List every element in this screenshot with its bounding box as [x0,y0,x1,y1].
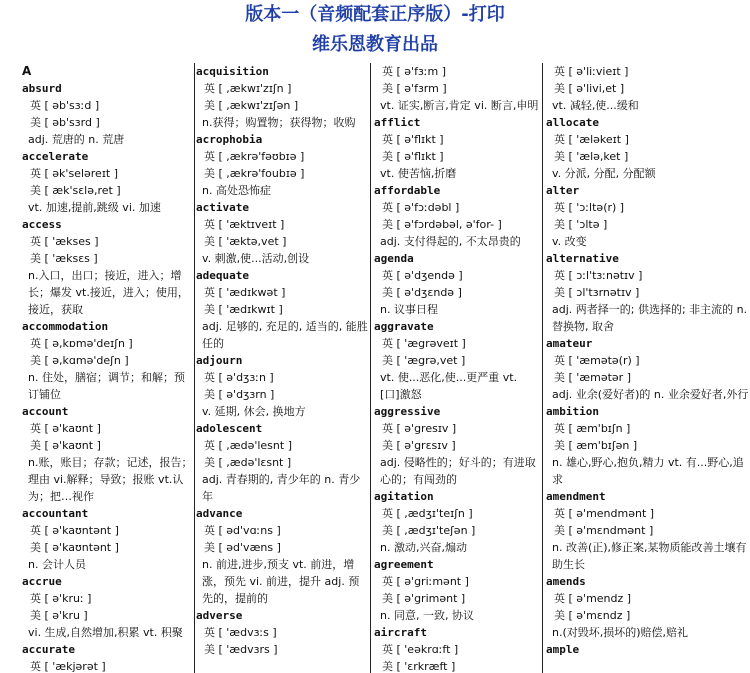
phonetic: 英 [ ,ækwɪ'zɪʃn ] [204,82,292,95]
definition: vt. 使苦恼,折磨 [380,167,457,180]
headword: aggressive [374,405,441,418]
page-subtitle: 维乐恩教育出品 [312,34,438,55]
vocab-column-1 [22,63,194,673]
phonetic: 美 [ ə'mɛndmənt ] [554,524,654,537]
headword: alternative [546,252,619,265]
phonetic: 美 [ 'ædɪkwɪt ] [204,303,283,316]
phonetic: 英 [ ə'dʒɜːn ] [204,371,274,384]
phonetic: 美 [ ,ædʒɪ'teʃən ] [382,524,476,537]
phonetic: 英 [ 'ægrəveɪt ] [382,337,466,350]
definition: n. 前进,进步,预支 vt. 前进，增涨，预先 vi. 前进，提升 adj. 预先的，提前的 [202,558,360,605]
phonetic: 英 [ ə'griːmənt ] [382,575,469,588]
vocab-column-4 [546,63,750,673]
phonetic: 美 [ ə'dʒɛndə ] [382,286,462,299]
phonetic: 英 [ ,ædə'lesnt ] [204,439,292,452]
headword: accommodation [22,320,109,333]
phonetic: 美 [ ,ædə'lɛsnt ] [204,456,292,469]
headword: access [22,218,62,231]
definition: adj. 侵略性的；好斗的；有进取心的；有闯劲的 [380,456,536,486]
vocabulary-columns [22,63,750,673]
headword: acquisition [196,65,269,78]
phonetic: 英 [ 'ækjərət ] [30,660,106,673]
phonetic: 英 [ 'ædɪkwət ] [204,286,286,299]
headword: agreement [374,558,434,571]
phonetic: 英 [ ,ækrə'fəʊbɪə ] [204,150,305,163]
phonetic: 美 [ əb'sɜrd ] [30,116,100,129]
definition: v. 延期, 休会, 换地方 [202,405,306,418]
phonetic: 美 [ æm'bɪʃən ] [554,439,638,452]
phonetic: 美 [ ə,kɑmə'deʃn ] [30,354,129,367]
definition: adj. 支付得起的, 不太昂贵的 [380,235,521,248]
definition: adj. 两者择一的; 供选择的; 非主流的 n. 替换物, 取舍 [552,303,748,333]
phonetic: 美 [ 'ɛrkræft ] [382,660,456,673]
headword: acrophobia [196,133,263,146]
definition: n. 会计人员 [28,558,86,571]
definition: n. 激动,兴奋,煽动 [380,541,467,554]
headword: accurate [22,643,75,656]
phonetic: 英 [ əd'vɑːns ] [204,524,281,537]
phonetic: 英 [ ə'mendz ] [554,592,632,605]
definition: vt. 使...恶化,使...更严重 vt. [口]激怒 [380,371,518,401]
phonetic: 英 [ 'ɔːltə(r) ] [554,201,625,214]
phonetic: 英 [ 'ædvɜːs ] [204,626,277,639]
headword: aggravate [374,320,434,333]
phonetic: 美 [ əd'væns ] [204,541,281,554]
phonetic: 美 [ ,ækrə'foubɪə ] [204,167,305,180]
definition: n. 议事日程 [380,303,438,316]
phonetic: 英 [ ə'gresɪv ] [382,422,457,435]
definition: v. 改变 [552,235,587,248]
phonetic: 美 [ 'ægrə,vet ] [382,354,466,367]
phonetic: 英 [ əb'sɜːd ] [30,99,100,112]
definition: vt. 加速,提前,跳级 vi. 加速 [28,201,161,214]
definition: n. 雄心,野心,抱负,精力 vt. 有...野心,追求 [552,456,744,486]
phonetic: 英 [ ə'liːvieɪt ] [554,65,629,78]
headword: afflict [374,116,421,129]
vocab-column-3 [374,63,538,673]
phonetic: 英 [ ə,kɒmə'deɪʃn ] [30,337,133,350]
phonetic: 美 [ 'ædvɜrs ] [204,643,278,656]
phonetic: 英 [ ə'kruː ] [30,592,92,605]
phonetic: 美 [ 'ælə,ket ] [554,150,629,163]
phonetic: 美 [ ə'kaʊntənt ] [30,541,119,554]
headword: amateur [546,337,593,350]
definition: n.获得；购置物；获得物；收购 [202,116,356,129]
definition: adj. 荒唐的 n. 荒唐 [28,133,125,146]
definition: v. 刺激,使...活动,创设 [202,252,310,265]
definition: adj. 青春期的, 青少年的 n. 青少年 [202,473,361,503]
headword: activate [196,201,249,214]
phonetic: 美 [ 'æktə,vet ] [204,235,287,248]
vocab-column-2 [196,63,368,673]
phonetic: 美 [ ə'dʒɜrn ] [204,388,275,401]
definition: n. 住处，膳宿；调节；和解；预订铺位 [28,371,185,401]
headword: accelerate [22,150,89,163]
headword: accrue [22,575,62,588]
definition: n. 同意, 一致, 协议 [380,609,474,622]
phonetic: 美 [ ə'fɔrdəbəl, ə'for- ] [382,218,502,231]
phonetic: 美 [ ə'kru ] [30,609,88,622]
definition: vi. 生成,自然增加,积累 vt. 积聚 [28,626,183,639]
definition: n.入口，出口；接近，进入；增长；爆发 vt.接近，进入；使用，接近，获取 [28,269,189,316]
phonetic: 英 [ ,ædʒɪ'teɪʃn ] [382,507,473,520]
definition: adj. 业余(爱好者)的 n. 业余爱好者,外行 [552,388,749,401]
phonetic: 英 [ ə'dʒendə ] [382,269,463,282]
headword: alter [546,184,580,197]
phonetic: 英 [ ə'flɪkt ] [382,133,444,146]
definition: v. 分派, 分配, 分配额 [552,167,656,180]
phonetic: 英 [ 'eəkrɑːft ] [382,643,459,656]
definition: adj. 足够的, 充足的, 适当的, 能胜任的 [202,320,368,350]
phonetic: 美 [ ə'flɪkt ] [382,150,444,163]
phonetic: 英 [ ə'fɔːdəbl ] [382,201,460,214]
phonetic: 美 [ 'æmətər ] [554,371,631,384]
phonetic: 英 [ 'æktɪveɪt ] [204,218,285,231]
phonetic: 美 [ ɔl'tɜrnətɪv ] [554,286,640,299]
page-title: 版本一（音频配套正序版）-打印 [245,4,505,25]
headword: adverse [196,609,243,622]
phonetic: 英 [ 'ækses ] [30,235,99,248]
headword: absurd [22,82,62,95]
phonetic: 英 [ ək'seləreɪt ] [30,167,119,180]
phonetic: 美 [ ə'fɜrm ] [382,82,447,95]
phonetic: 英 [ ə'kaʊnt ] [30,422,101,435]
phonetic: 美 [ æk'sɛlə,ret ] [30,184,121,197]
phonetic: 美 [ 'ɔltə ] [554,218,608,231]
headword: affordable [374,184,441,197]
headword: adjourn [196,354,243,367]
phonetic: 美 [ 'æksɛs ] [30,252,98,265]
phonetic: 英 [ ə'kaʊntənt ] [30,524,119,537]
section-letter: A [22,64,32,78]
phonetic: 美 [ ə'grimənt ] [382,592,466,605]
headword: adolescent [196,422,263,435]
definition: n. 改善(正),修正案,某物质能改善土壤有助生长 [552,541,747,571]
phonetic: 英 [ ə'fɜːm ] [382,65,447,78]
headword: agitation [374,490,434,503]
phonetic: 美 [ ə'mɛndz ] [554,609,631,622]
headword: allocate [546,116,599,129]
phonetic: 英 [ æm'bɪʃn ] [554,422,631,435]
definition: n.账，账目；存款；记述，报告；理由 vi.解释；导致；报账 vt.认为；把…视作 [28,456,193,503]
definition: n. 高处恐怖症 [202,184,271,197]
definition: n.(对毁坏,损坏的)赔偿,赔礼 [552,626,689,639]
headword: ample [546,643,580,656]
headword: agenda [374,252,414,265]
headword: adequate [196,269,249,282]
definition: vt. 证实,断言,肯定 vi. 断言,申明 [380,99,538,112]
headword: amends [546,575,586,588]
phonetic: 英 [ 'æmətə(r) ] [554,354,640,367]
headword: aircraft [374,626,427,639]
headword: accountant [22,507,89,520]
phonetic: 英 [ ə'mendmənt ] [554,507,655,520]
phonetic: 美 [ ə'grɛsɪv ] [382,439,456,452]
phonetic: 美 [ ə'kaʊnt ] [30,439,101,452]
headword: amendment [546,490,606,503]
phonetic: 英 [ 'æləkeɪt ] [554,133,629,146]
definition: vt. 减轻,使...缓和 [552,99,639,112]
headword: ambition [546,405,599,418]
headword: account [22,405,69,418]
phonetic: 美 [ ə'livi,et ] [554,82,625,95]
headword: advance [196,507,243,520]
phonetic: 美 [ ,ækwɪ'zɪʃən ] [204,99,299,112]
phonetic: 英 [ ɔːl'tɜːnətɪv ] [554,269,643,282]
